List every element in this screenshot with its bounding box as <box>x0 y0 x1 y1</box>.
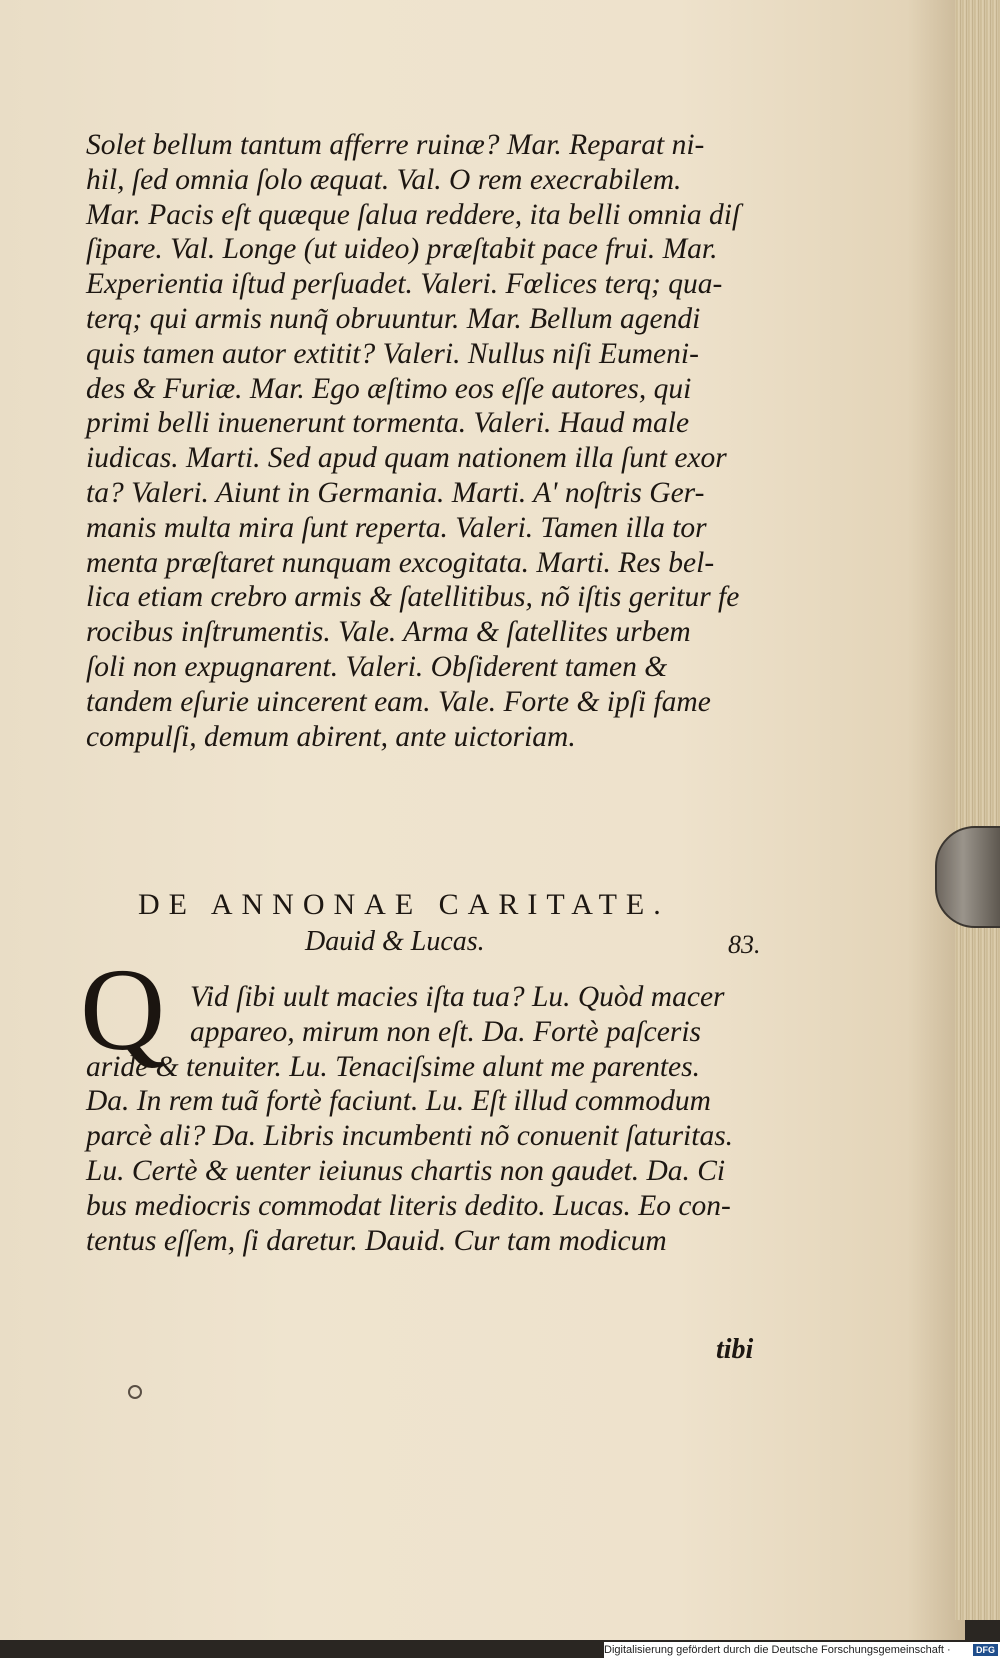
text-line: quis tamen autor extitit? Valeri. Nullus niſi Eumeni- <box>86 337 699 370</box>
bleed-through-mark <box>128 1385 142 1399</box>
speakers-line: Dauid & Lucas. <box>305 926 485 957</box>
text-line: Vid ſibi uult macies iſta tua? Lu. Quòd macer <box>190 981 725 1013</box>
text-line: hil, ſed omnia ſolo æquat. Val. O rem execrabilem. <box>86 163 682 196</box>
text-line: Experientia iſtud perſuadet. Valeri. Fœlices terq; qua- <box>86 268 723 301</box>
text-line: ſipare. Val. Longe (ut uideo) præſtabit pace frui. Mar. <box>86 233 718 266</box>
text-line: iudicas. Marti. Sed apud quam nationem illa ſunt exor <box>86 442 727 475</box>
text-line: manis multa mira ſunt reperta. Valeri. Tamen illa tor <box>86 511 707 544</box>
section-heading: DE ANNONAE CARITATE. <box>138 888 670 921</box>
text-line: ta? Valeri. Aiunt in Germania. Marti. A' noſtris Ger- <box>86 476 705 509</box>
text-line: menta præſtaret nunquam excogitata. Marti. Res bel- <box>86 546 715 579</box>
digitization-footer <box>604 1642 1000 1658</box>
text-line: tentus eſſem, ſi daretur. Dauid. Cur tam modicum <box>86 1224 667 1257</box>
text-line: Solet bellum tantum afferre ruinæ? Mar. Reparat ni- <box>86 129 705 161</box>
text-line: bus mediocris commodat literis dedito. Lucas. Eo con- <box>86 1189 731 1222</box>
dfg-logo: DFG <box>973 1644 998 1656</box>
text-line: terq; qui armis nunq̃ obruuntur. Mar. Bellum agendi <box>86 302 701 335</box>
text-line: ſoli non expugnarent. Valeri. Obſiderent tamen & <box>86 650 668 683</box>
text-line: Da. In rem tuã fortè faciunt. Lu. Eſt illud commodum <box>86 1085 711 1118</box>
text-line: aride & tenuiter. Lu. Tenaciſsime alunt me parentes. <box>86 1050 700 1083</box>
page-edges <box>955 0 1000 1620</box>
text-line: Lu. Certè & uenter ieiunus chartis non gaudet. Da. Ci <box>86 1154 726 1187</box>
catchword: tibi <box>716 1334 754 1365</box>
text-line: primi belli inuenerunt tormenta. Valeri. Haud male <box>86 407 690 440</box>
text-line: parcè ali? Da. Libris incumbenti nõ conuenit ſaturitas. <box>86 1120 734 1153</box>
drop-cap-initial: Q <box>80 944 166 1075</box>
text-line: Mar. Pacis eſt quæque ſalua reddere, ita belli omnia diſ <box>86 198 741 231</box>
text-line: appareo, mirum non eſt. Da. Fortè paſceris <box>190 1015 702 1048</box>
text-line: lica etiam crebro armis & ſatellitibus, nõ iſtis geritur fe <box>86 581 740 614</box>
text-line: compulſi, demum abirent, ante uictoriam. <box>86 720 576 753</box>
text-line: rocibus inſtrumentis. Vale. Arma & ſatellites urbem <box>86 616 691 649</box>
dialog-text <box>86 980 776 1258</box>
page-clip <box>935 826 1000 928</box>
page-number: 83. <box>728 930 761 959</box>
body-text <box>86 128 776 754</box>
text-line: tandem eſurie uincerent eam. Vale. Forte & ipſi fame <box>86 685 711 718</box>
text-line: des & Furiæ. Mar. Ego æſtimo eos eſſe autores, qui <box>86 372 692 405</box>
footer-text: Digitalisierung gefördert durch die Deutsche Forschungsgemeinschaft · <box>604 1644 951 1656</box>
